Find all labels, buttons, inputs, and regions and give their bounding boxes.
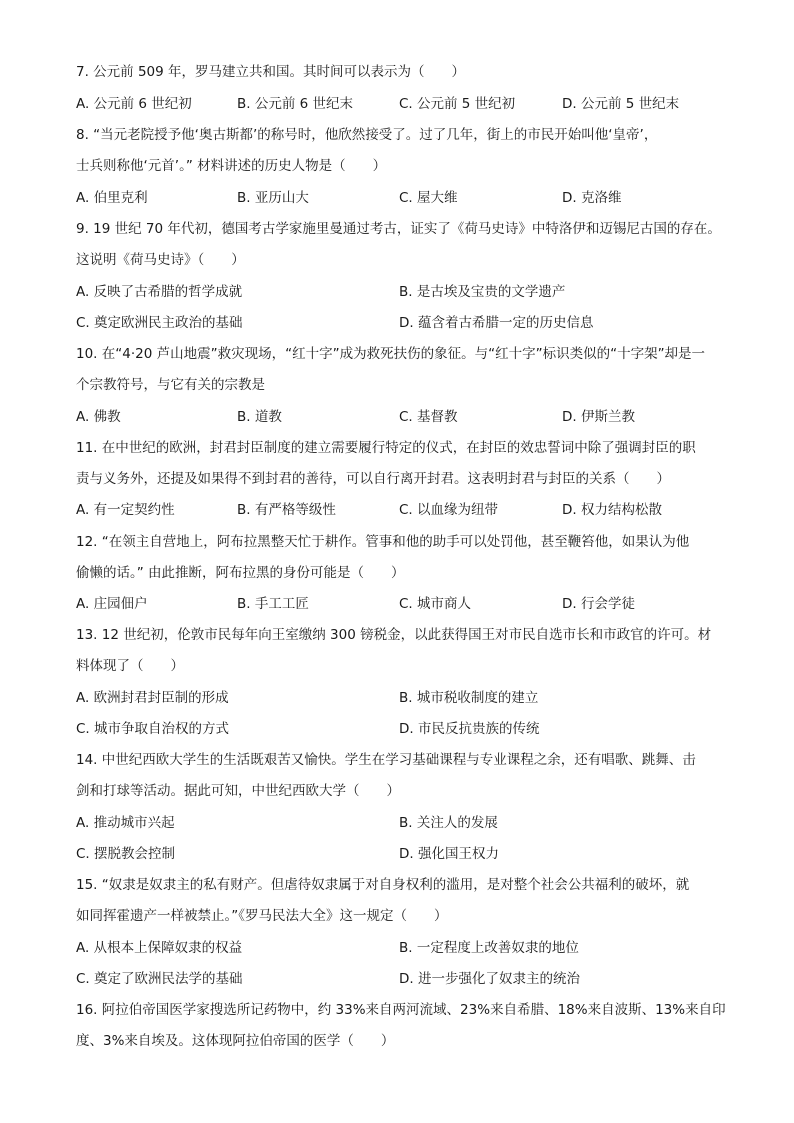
question-14-stem-line-1: 14. 中世纪西欧大学生的生活既艰苦又愉快。学生在学习基础课程与专业课程之余，还有唱歌、跳舞、击 <box>76 752 696 768</box>
question-11-option-b: B. 有严格等级性 <box>237 502 336 518</box>
question-7-option-d: D. 公元前 5 世纪末 <box>562 96 680 112</box>
question-9-stem-line-1: 9. 19 世纪 70 年代初，德国考古学家施里曼通过考古，证实了《荷马史诗》中特洛伊和迈锡尼古国的存在。 <box>76 221 721 237</box>
question-16-stem-line-2: 度、3%来自埃及。这体现阿拉伯帝国的医学（ ） <box>76 1033 395 1049</box>
question-14-option-a: A. 推动城市兴起 <box>76 815 175 831</box>
question-15-option-b: B. 一定程度上改善奴隶的地位 <box>399 940 579 956</box>
question-13-stem-line-1: 13. 12 世纪初，伦敦市民每年向王室缴纳 300 镑税金，以此获得国王对市民自选市长和市政官的许可。材 <box>76 627 712 643</box>
question-10-option-a: A. 佛教 <box>76 409 121 425</box>
question-11-option-c: C. 以血缘为纽带 <box>399 502 499 518</box>
question-8-stem-line-2: 士兵则称他‘元首’。” 材料讲述的历史人物是（ ） <box>76 158 387 174</box>
question-9-option-c: C. 奠定欧洲民主政治的基础 <box>76 315 243 331</box>
question-9-option-d: D. 蕴含着古希腊一定的历史信息 <box>399 315 594 331</box>
question-10-option-d: D. 伊斯兰教 <box>562 409 635 425</box>
question-7-option-a: A. 公元前 6 世纪初 <box>76 96 192 112</box>
question-12-stem-line-1: 12. “在领主自营地上，阿布拉黑整天忙于耕作。管事和他的助手可以处罚他，甚至鞭笞他，如果认为他 <box>76 534 690 550</box>
question-15-option-a: A. 从根本上保障奴隶的权益 <box>76 940 243 956</box>
question-13-option-d: D. 市民反抗贵族的传统 <box>399 721 540 737</box>
question-12-option-d: D. 行会学徒 <box>562 596 635 612</box>
question-14-option-c: C. 摆脱教会控制 <box>76 846 176 862</box>
question-10-option-b: B. 道教 <box>237 409 282 425</box>
question-12-stem-line-2: 偷懒的话。” 由此推断，阿布拉黑的身份可能是（ ） <box>76 565 405 581</box>
question-12-option-b: B. 手工工匠 <box>237 596 309 612</box>
question-14-option-d: D. 强化国王权力 <box>399 846 499 862</box>
question-7-option-c: C. 公元前 5 世纪初 <box>399 96 516 112</box>
question-8-stem-line-1: 8. “当元老院授予他‘奥古斯都’的称号时，他欣然接受了。过了几年，街上的市民开始叫他‘皇帝’， <box>76 127 658 143</box>
question-14-stem-line-2: 剑和打球等活动。据此可知，中世纪西欧大学（ ） <box>76 783 400 799</box>
question-9-option-a: A. 反映了古希腊的哲学成就 <box>76 284 243 300</box>
question-13-stem-line-2: 料体现了（ ） <box>76 658 184 674</box>
question-13-option-b: B. 城市税收制度的建立 <box>399 690 539 706</box>
question-14-option-b: B. 关注人的发展 <box>399 815 498 831</box>
question-10-stem-line-2: 个宗教符号，与它有关的宗教是 <box>76 377 265 393</box>
question-13-option-c: C. 城市争取自治权的方式 <box>76 721 230 737</box>
question-15-option-d: D. 进一步强化了奴隶主的统治 <box>399 971 580 987</box>
question-8-option-d: D. 克洛维 <box>562 190 622 206</box>
question-9-option-b: B. 是古埃及宝贵的文学遗产 <box>399 284 566 300</box>
question-15-stem-line-2: 如同挥霍遗产一样被禁止。”《罗马民法大全》这一规定（ ） <box>76 908 448 924</box>
question-8-option-c: C. 屋大维 <box>399 190 458 206</box>
question-11-option-a: A. 有一定契约性 <box>76 502 175 518</box>
question-11-stem-line-2: 责与义务外，还提及如果得不到封君的善待，可以自行离开封君。这表明封君与封臣的关系（ ） <box>76 471 670 487</box>
question-15-stem-line-1: 15. “奴隶是奴隶主的私有财产。但虐待奴隶属于对自身权利的滥用，是对整个社会公共福利的破坏，就 <box>76 877 690 893</box>
question-10-stem-line-1: 10. 在“4·20 芦山地震”救灾现场，“红十字”成为救死扶伤的象征。与“红十字”标识类似的“十字架”却是一 <box>76 346 706 362</box>
question-8-option-b: B. 亚历山大 <box>237 190 309 206</box>
question-7-option-b: B. 公元前 6 世纪末 <box>237 96 354 112</box>
question-11-option-d: D. 权力结构松散 <box>562 502 662 518</box>
question-16-stem-line-1: 16. 阿拉伯帝国医学家搜选所记药物中，约 33%来自两河流域、23%来自希腊、18%来自波斯、13%来自印 <box>76 1002 726 1018</box>
question-7-stem: 7. 公元前 509 年，罗马建立共和国。其时间可以表示为（ ） <box>76 64 466 80</box>
question-13-option-a: A. 欧洲封君封臣制的形成 <box>76 690 229 706</box>
question-12-option-c: C. 城市商人 <box>399 596 472 612</box>
question-12-option-a: A. 庄园佃户 <box>76 596 148 612</box>
question-15-option-c: C. 奠定了欧洲民法学的基础 <box>76 971 243 987</box>
question-11-stem-line-1: 11. 在中世纪的欧洲，封君封臣制度的建立需要履行特定的仪式，在封臣的效忠誓词中除了强调封臣的职 <box>76 440 696 456</box>
question-8-option-a: A. 伯里克利 <box>76 190 148 206</box>
question-9-stem-line-2: 这说明《荷马史诗》（ ） <box>76 252 245 268</box>
question-10-option-c: C. 基督教 <box>399 409 458 425</box>
